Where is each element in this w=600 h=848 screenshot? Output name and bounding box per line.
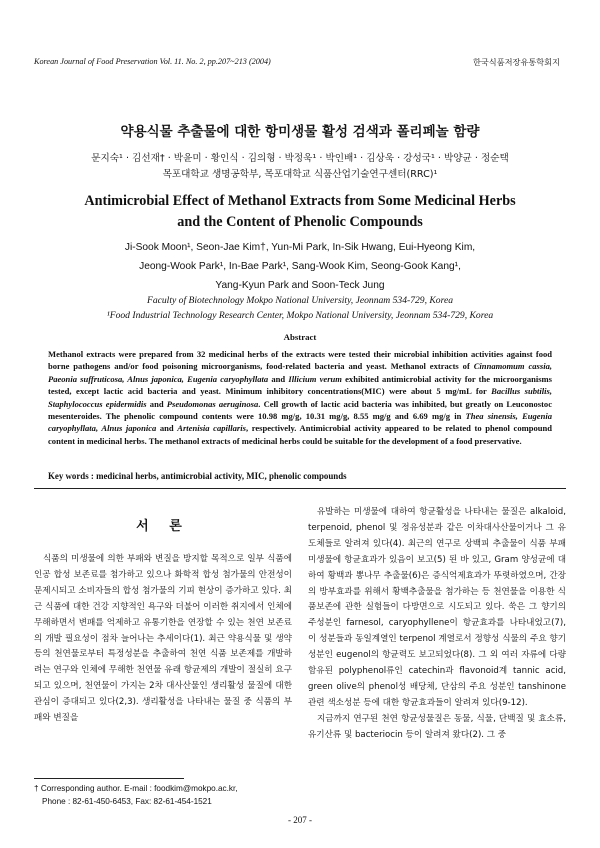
abstract-heading: Abstract: [283, 332, 317, 342]
keywords: Key words : medicinal herbs, antimicrobial activity, MIC, phenolic compounds: [48, 471, 347, 481]
intro-paragraph: 식품의 미생물에 의한 부패와 변질을 방지할 목적으로 일부 식품에 인공 합성 보존료를 첨가하고 있으나 화학적 합성 첨가물의 안전성이 문제시되고 소비자들의 합성 첨가물의 기피 현상이 증가하고 있다. 최근 식품에 대한 건강 지향적인 욕구와 더불어 이러한 취지에서 인체에 무해하면서 변패를 억제하고 유통기한을 연장할 수 있는 천연 보존료의 개발 필요성이 점차 늘어나는 추세이다(1). 최근 약용식물 및 생약 등의 천연물로부터 특정성분을 추출하여 천연 식품 보존제를 개발하려는 연구와 인체에 무해한 천연물 유래 항균제의 개발이 절실히 요구되고 있으며, 천연물이 가지는 2차 대사산물인 생리활성 물질에 대한 관심이 증대되고 있다(2,3). 생리활성을 나타내는 물질 중 식품의 부패와 변질을: [34, 554, 292, 724]
species-names: Artenisia capillaris: [177, 423, 246, 434]
abstract-text: exhibited antimicrobial activity for the microorganisms tested, except lactic acid bacteria and yeast. Minimum inhibitory concentrations(MIC) were about 5 mg/mL for: [48, 373, 552, 397]
english-authors-line-1: Ji-Sook Moon¹, Seon-Jae Kim†, Yun-Mi Park, In-Sik Hwang, Eui-Hyeong Kim,: [124, 242, 476, 253]
korean-authors: 문지숙¹ · 김선재† · 박윤미 · 황인식 · 김의형 · 박정욱¹ · 박인배¹ · 김상욱 · 강성국¹ · 박양균 · 정순택: [91, 153, 509, 164]
korean-affiliation: 목포대학교 생명공학부, 목포대학교 식품산업기술연구센터(RRC)¹: [162, 169, 438, 180]
english-title-line-1: Antimicrobial Effect of Methanol Extracts from Some Medicinal Herbs: [84, 193, 516, 209]
society-name: 한국식품저장유통학회지: [472, 57, 560, 67]
abstract-body: [48, 348, 552, 447]
section-divider: [34, 488, 566, 489]
footnote-line-2: Phone : 82-61-450-6453, Fax: 82-61-454-1521: [42, 797, 212, 806]
species-names: Bacillus subtilis, Staphylococcus epidermidis: [48, 386, 552, 409]
intro-paragraph: 유발하는 미생물에 대하여 항균활성을 나타내는 물질은 alkaloid, terpenoid, phenol 및 정유성분과 같은 이차대사산물이거나 그 유도체들로 알려져 있다(4). 최근의 연구로 상백피 추출물이 식품 부패미생물에 항균효과가 있음이 보고(5) 된 바 있고, Gram 양성균에 대하여 황백과 뽕나무 추출물(6)은 증식억제효과가 뚜렷하였으며, 간장의 방부효과를 위해서 황백추출물을 첨가하는 등 천연물을 이용한 식품보존에 관한 실험들이 다방면으로 시도되고 있다. 쑥은 그 향기의 주성분인 farnesol, caryophyllene이 항균효과를 나타내었고(7), 이 성분들과 동일계열인 terpenol 계열로서 정향성 식물의 주요 향기 성분인 eugenol의 항균력도 보고되었다(8). 그 외 여러 자류에 다량 함유된 polyphenol류인 catechin과 flavonoid계 tannic acid, green olive의 phenol성 배당체, 단삼의 주요 성분인 tanshinone 관련 색소성분 등에 대한 항균효과들이 알려져 있다(9-12).: [308, 507, 566, 708]
abstract-text: and: [268, 373, 289, 384]
abstract-text: and: [146, 398, 167, 409]
species-names: Pseudomonas aeruginosa: [166, 398, 259, 409]
english-authors-line-2: Jeong-Wook Park¹, In-Bae Park¹, Sang-Wook Kim, Seong-Gook Kang¹,: [139, 261, 461, 272]
footnote-line-1: † Corresponding author. E-mail : foodkim@mokpo.ac.kr,: [34, 784, 238, 793]
species-names: Illicium verum: [288, 373, 342, 384]
page-number: - 207 -: [288, 815, 312, 825]
affiliation-line-1: Faculty of Biotechnology Mokpo National University, Jeonnam 534-729, Korea: [146, 295, 454, 306]
affiliation-line-2: ¹Food Industrial Technology Research Center, Mokpo National University, Jeonnam 534-729, Korea: [106, 310, 494, 321]
journal-citation: Korean Journal of Food Preservation Vol. 11. No. 2, pp.207~213 (2004): [34, 57, 271, 66]
footnote: [34, 782, 238, 808]
english-authors: [0, 238, 600, 295]
abstract-text: Methanol extracts were prepared from 32 medicinal herbs of the extracts were tested their microbial inhibition activities against food borne pathogens and/or food poisoning microorganisms, food-related bacteria and yeast. Methanol extracts of: [48, 349, 552, 372]
english-title: [0, 191, 600, 233]
intro-paragraph: 지금까지 연구된 천연 항균성물질은 동물, 식물, 단백질 및 효소류, 유기산류 및 bacteriocin 등이 알려져 왔다(2). 그 중: [308, 713, 566, 740]
right-column: [308, 505, 566, 744]
korean-title: 약용식물 추출물에 대한 항미생물 활성 검색과 폴리페놀 함량: [120, 124, 480, 140]
english-affiliations: [0, 293, 600, 323]
english-title-line-2: and the Content of Phenolic Compounds: [177, 214, 423, 230]
left-column: [34, 552, 292, 727]
footnote-divider: [34, 778, 184, 779]
abstract-text: and: [156, 423, 178, 434]
species-names: Cinnamomum cassia, Paeonia suffruticosa, Alnus japonica, Eugenia caryophyllata: [48, 361, 552, 384]
section-title: 서 론: [136, 519, 190, 534]
abstract-text: . Cell growth of lactic acid bacteria was inhibited, but greatly on Leuconostoc mesenteroides. The phenolic compound contents were 10.98 mg/g, 10.31 mg/g, 8.55 mg/g and 6.69 mg/g in: [48, 398, 552, 422]
species-names: Thea sinensis, Eugenia caryophyllata, Alnus japonica: [48, 411, 552, 434]
english-authors-line-3: Yang-Kyun Park and Soon-Teck Jung: [215, 280, 385, 291]
abstract-text: , respectively. Antimicrobial activity appeared to be related to phenol compound content in medicinal herbs. The methanol extracts of medicinal herbs could be suitable for the development of a food preservative.: [48, 423, 552, 446]
